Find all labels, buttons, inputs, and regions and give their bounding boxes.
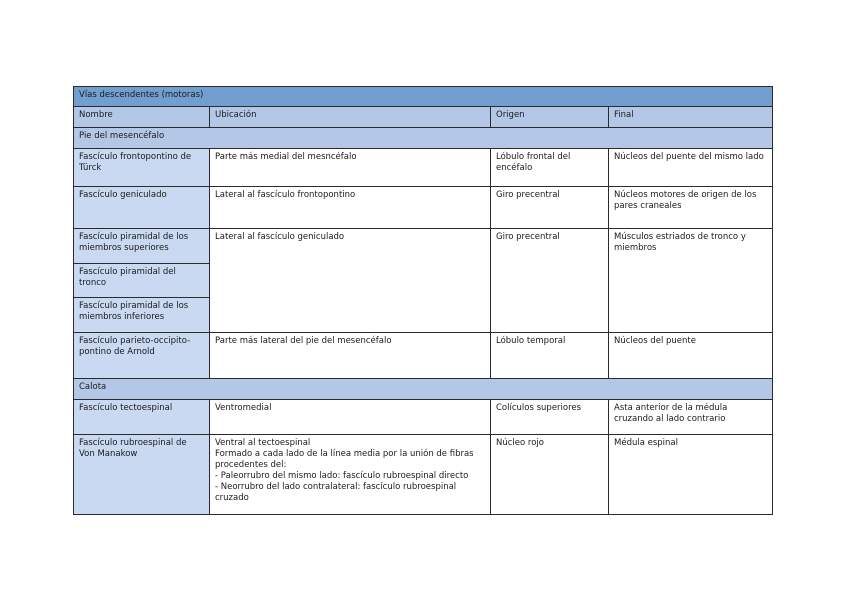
ubicacion-line: Formado a cada lado de la línea media por la unión de fibras procedentes del:: [215, 449, 474, 470]
table-header-row: [74, 107, 773, 128]
row-ubicacion: Parte más medial del mesncéfalo: [210, 149, 491, 187]
ubicacion-line: - Neorrubro del lado contralateral: fascículo rubroespinal cruzado: [215, 482, 457, 503]
row-final: Núcleos motores de origen de los pares craneales: [609, 187, 773, 229]
table-row: [74, 187, 773, 229]
row-name: Fascículo parieto-occipito-pontino de Arnold: [74, 333, 210, 379]
row-ubicacion: Lateral al fascículo frontopontino: [210, 187, 491, 229]
row-ubicacion: [210, 435, 491, 515]
header-ubicacion: Ubicación: [210, 107, 491, 128]
table-row: [74, 400, 773, 435]
row-name: Fascículo piramidal de los miembros inferiores: [74, 298, 210, 333]
header-origen: Origen: [491, 107, 609, 128]
row-name: Fascículo piramidal del tronco: [74, 264, 210, 298]
row-origen: Giro precentral: [491, 229, 609, 333]
row-name: Fascículo geniculado: [74, 187, 210, 229]
table-row: [74, 229, 773, 264]
row-ubicacion: Ventromedial: [210, 400, 491, 435]
row-name: Fascículo frontopontino de Türck: [74, 149, 210, 187]
row-final: Asta anterior de la médula cruzando al lado contrario: [609, 400, 773, 435]
header-final: Final: [609, 107, 773, 128]
table-row: [74, 149, 773, 187]
row-origen: Lóbulo frontal del encéfalo: [491, 149, 609, 187]
row-origen: Colículos superiores: [491, 400, 609, 435]
table-row: [74, 435, 773, 515]
row-name: Fascículo rubroespinal de Von Manakow: [74, 435, 210, 515]
section-label: Calota: [74, 379, 773, 400]
row-final: Médula espinal: [609, 435, 773, 515]
section-row-pie: [74, 128, 773, 149]
row-final: Núcleos del puente: [609, 333, 773, 379]
table-row: [74, 333, 773, 379]
descending-pathways-table: [73, 86, 773, 515]
header-nombre: Nombre: [74, 107, 210, 128]
row-final: Núcleos del puente del mismo lado: [609, 149, 773, 187]
row-origen: Núcleo rojo: [491, 435, 609, 515]
table-title-row: [74, 87, 773, 107]
table-title: Vías descendentes (motoras): [74, 87, 773, 107]
section-row-calota: [74, 379, 773, 400]
section-label: Pie del mesencéfalo: [74, 128, 773, 149]
ubicacion-line: - Paleorrubro del mismo lado: fascículo rubroespinal directo: [215, 471, 469, 481]
row-origen: Giro precentral: [491, 187, 609, 229]
row-name: Fascículo piramidal de los miembros superiores: [74, 229, 210, 264]
row-ubicacion: Parte más lateral del pie del mesencéfalo: [210, 333, 491, 379]
ubicacion-line: Ventral al tectoespinal: [215, 438, 311, 448]
row-ubicacion: Lateral al fascículo geniculado: [210, 229, 491, 333]
row-origen: Lóbulo temporal: [491, 333, 609, 379]
row-name: Fascículo tectoespinal: [74, 400, 210, 435]
row-final: Músculos estriados de tronco y miembros: [609, 229, 773, 333]
